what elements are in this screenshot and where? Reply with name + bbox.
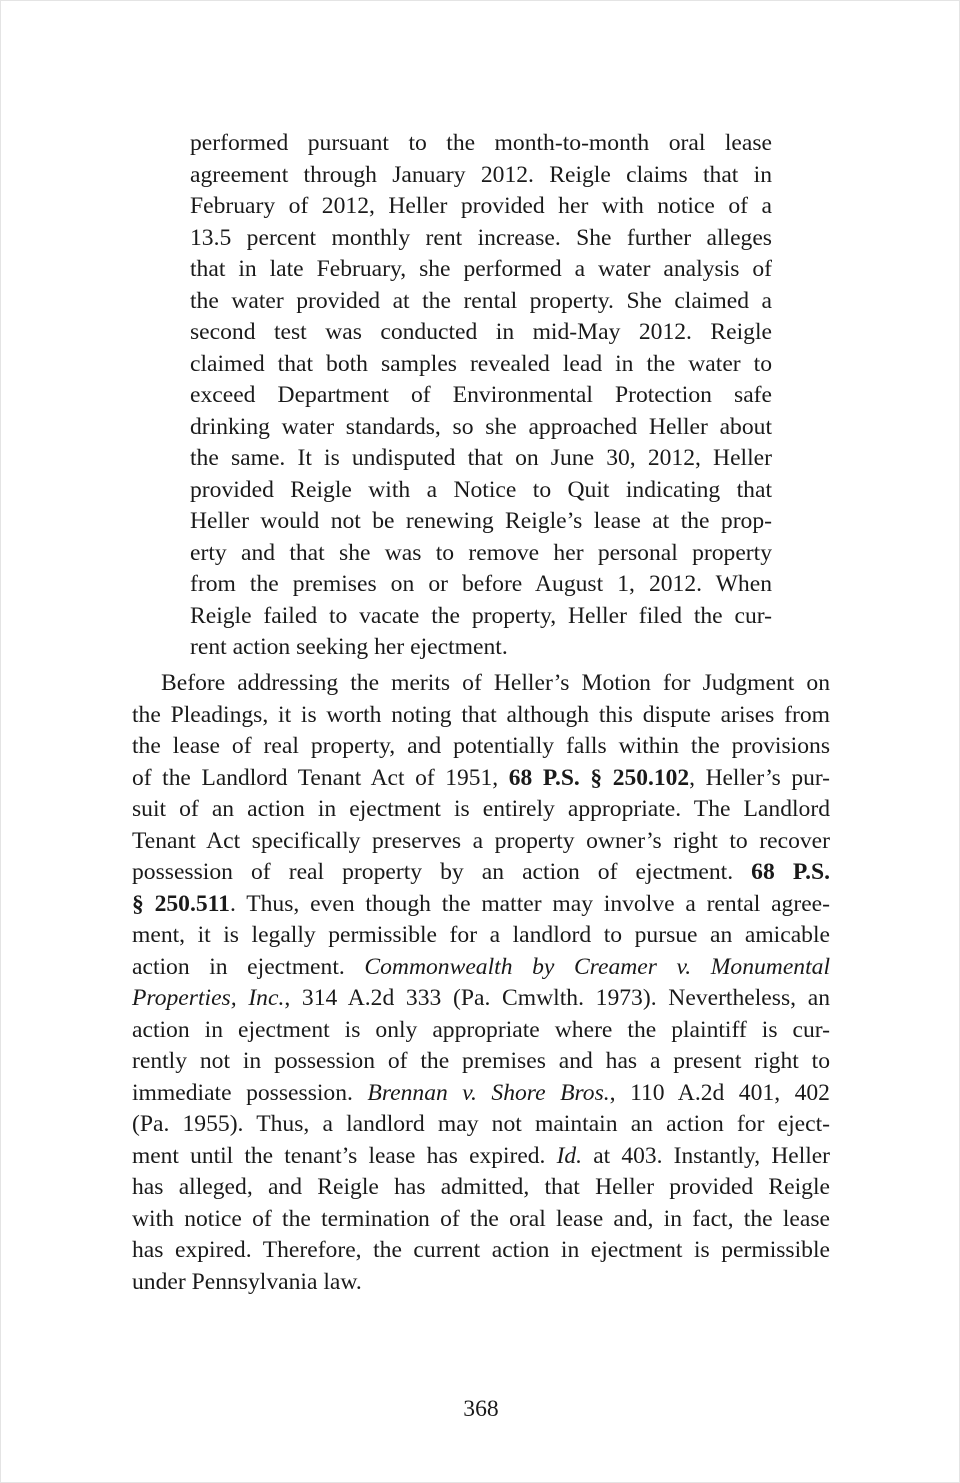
body-text: . Thus, even though the matter may involve a rental agree- [229, 890, 830, 917]
body-text: possession of real property by an action of ejectment. [132, 859, 752, 885]
body-line [132, 857, 830, 889]
case-citation: Properties, Inc. [132, 985, 285, 1011]
quote-line: rent action seeking her ejectment. [190, 634, 508, 660]
body-text: , 110 A.2d 401, 402 [609, 1079, 830, 1106]
body-line [132, 952, 830, 984]
body-text: action in ejectment. [132, 953, 365, 980]
body-line: under Pennsylvania law. [132, 1268, 362, 1295]
quote-line: drinking water standards, so she approached Heller about [190, 413, 772, 440]
case-citation: Id. [556, 1142, 582, 1169]
body-line: ment, it is legally permissible for a landlord to pursue an amicable [132, 922, 830, 948]
quote-line: erty and that she was to remove her personal property [190, 539, 772, 566]
quote-line: February of 2012, Heller provided her with notice of a [190, 193, 772, 219]
body-line: suit of an action in ejectment is entirely appropriate. The Landlord [132, 796, 830, 822]
quote-line: that in late February, she performed a water analysis of [190, 256, 772, 282]
quote-line: provided Reigle with a Notice to Quit indicating that [190, 476, 772, 503]
body-line: the Pleadings, it is worth noting that although this dispute arises from [132, 701, 830, 728]
body-line: Before addressing the merits of Heller’s Motion for Judgment on [161, 670, 830, 696]
quote-line: exceed Department of Environmental Protection safe [190, 382, 772, 408]
quote-line: from the premises on or before August 1, 2012. When [190, 571, 772, 597]
quote-line: the same. It is undisputed that on June 30, 2012, Heller [190, 445, 772, 471]
quote-line: performed pursuant to the month-to-month oral lease [190, 130, 772, 156]
body-line: has alleged, and Reigle has admitted, that Heller provided Reigle [132, 1174, 830, 1200]
quote-line: second test was conducted in mid-May 2012. Reigle [190, 319, 772, 345]
case-citation: Commonwealth by Creamer v. Monumental [364, 953, 830, 980]
body-line [132, 1141, 830, 1173]
statute-citation: § 250.511 [132, 890, 230, 917]
body-line [132, 889, 830, 921]
body-line: rently not in possession of the premises and has a present right to [132, 1048, 830, 1074]
quote-line: agreement through January 2012. Reigle claims that in [190, 161, 772, 188]
quote-line: claimed that both samples revealed lead in the water to [190, 350, 772, 377]
block-quote [190, 128, 772, 664]
body-text: , Heller’s pur- [689, 764, 830, 791]
quote-line: the water provided at the rental property. She claimed a [190, 287, 772, 314]
quote-line: 13.5 percent monthly rent increase. She further alleges [190, 224, 772, 251]
body-line [132, 1078, 830, 1110]
body-line [132, 983, 830, 1015]
page-number: 368 [463, 1396, 499, 1422]
body-line: (Pa. 1955). Thus, a landlord may not maintain an action for eject- [132, 1111, 830, 1137]
body-text: at 403. Instantly, Heller [582, 1142, 830, 1169]
statute-citation: 68 P.S. § 250.102 [508, 764, 690, 791]
body-line [132, 763, 830, 795]
body-line: has expired. Therefore, the current action in ejectment is permissible [132, 1237, 830, 1263]
body-line: with notice of the termination of the oral lease and, in fact, the lease [132, 1205, 830, 1232]
case-citation: Brennan v. Shore Bros. [367, 1079, 610, 1106]
body-text: ment until the tenant’s lease has expired. [132, 1142, 557, 1169]
body-line: action in ejectment is only appropriate where the plaintiff is cur- [132, 1016, 830, 1043]
body-text: immediate possession. [132, 1079, 368, 1106]
body-paragraph [132, 668, 830, 1298]
quote-line: Reigle failed to vacate the property, Heller filed the cur- [190, 602, 772, 629]
body-line: Tenant Act specifically preserves a property owner’s right to recover [132, 827, 830, 854]
body-line: the lease of real property, and potentially falls within the provisions [132, 733, 830, 759]
quote-line: Heller would not be renewing Reigle’s lease at the prop- [190, 508, 772, 534]
body-text: of the Landlord Tenant Act of 1951, [132, 764, 509, 791]
body-text: , 314 A.2d 333 (Pa. Cmwlth. 1973). Nevertheless, an [284, 985, 830, 1011]
statute-citation: 68 P.S. [751, 859, 830, 885]
